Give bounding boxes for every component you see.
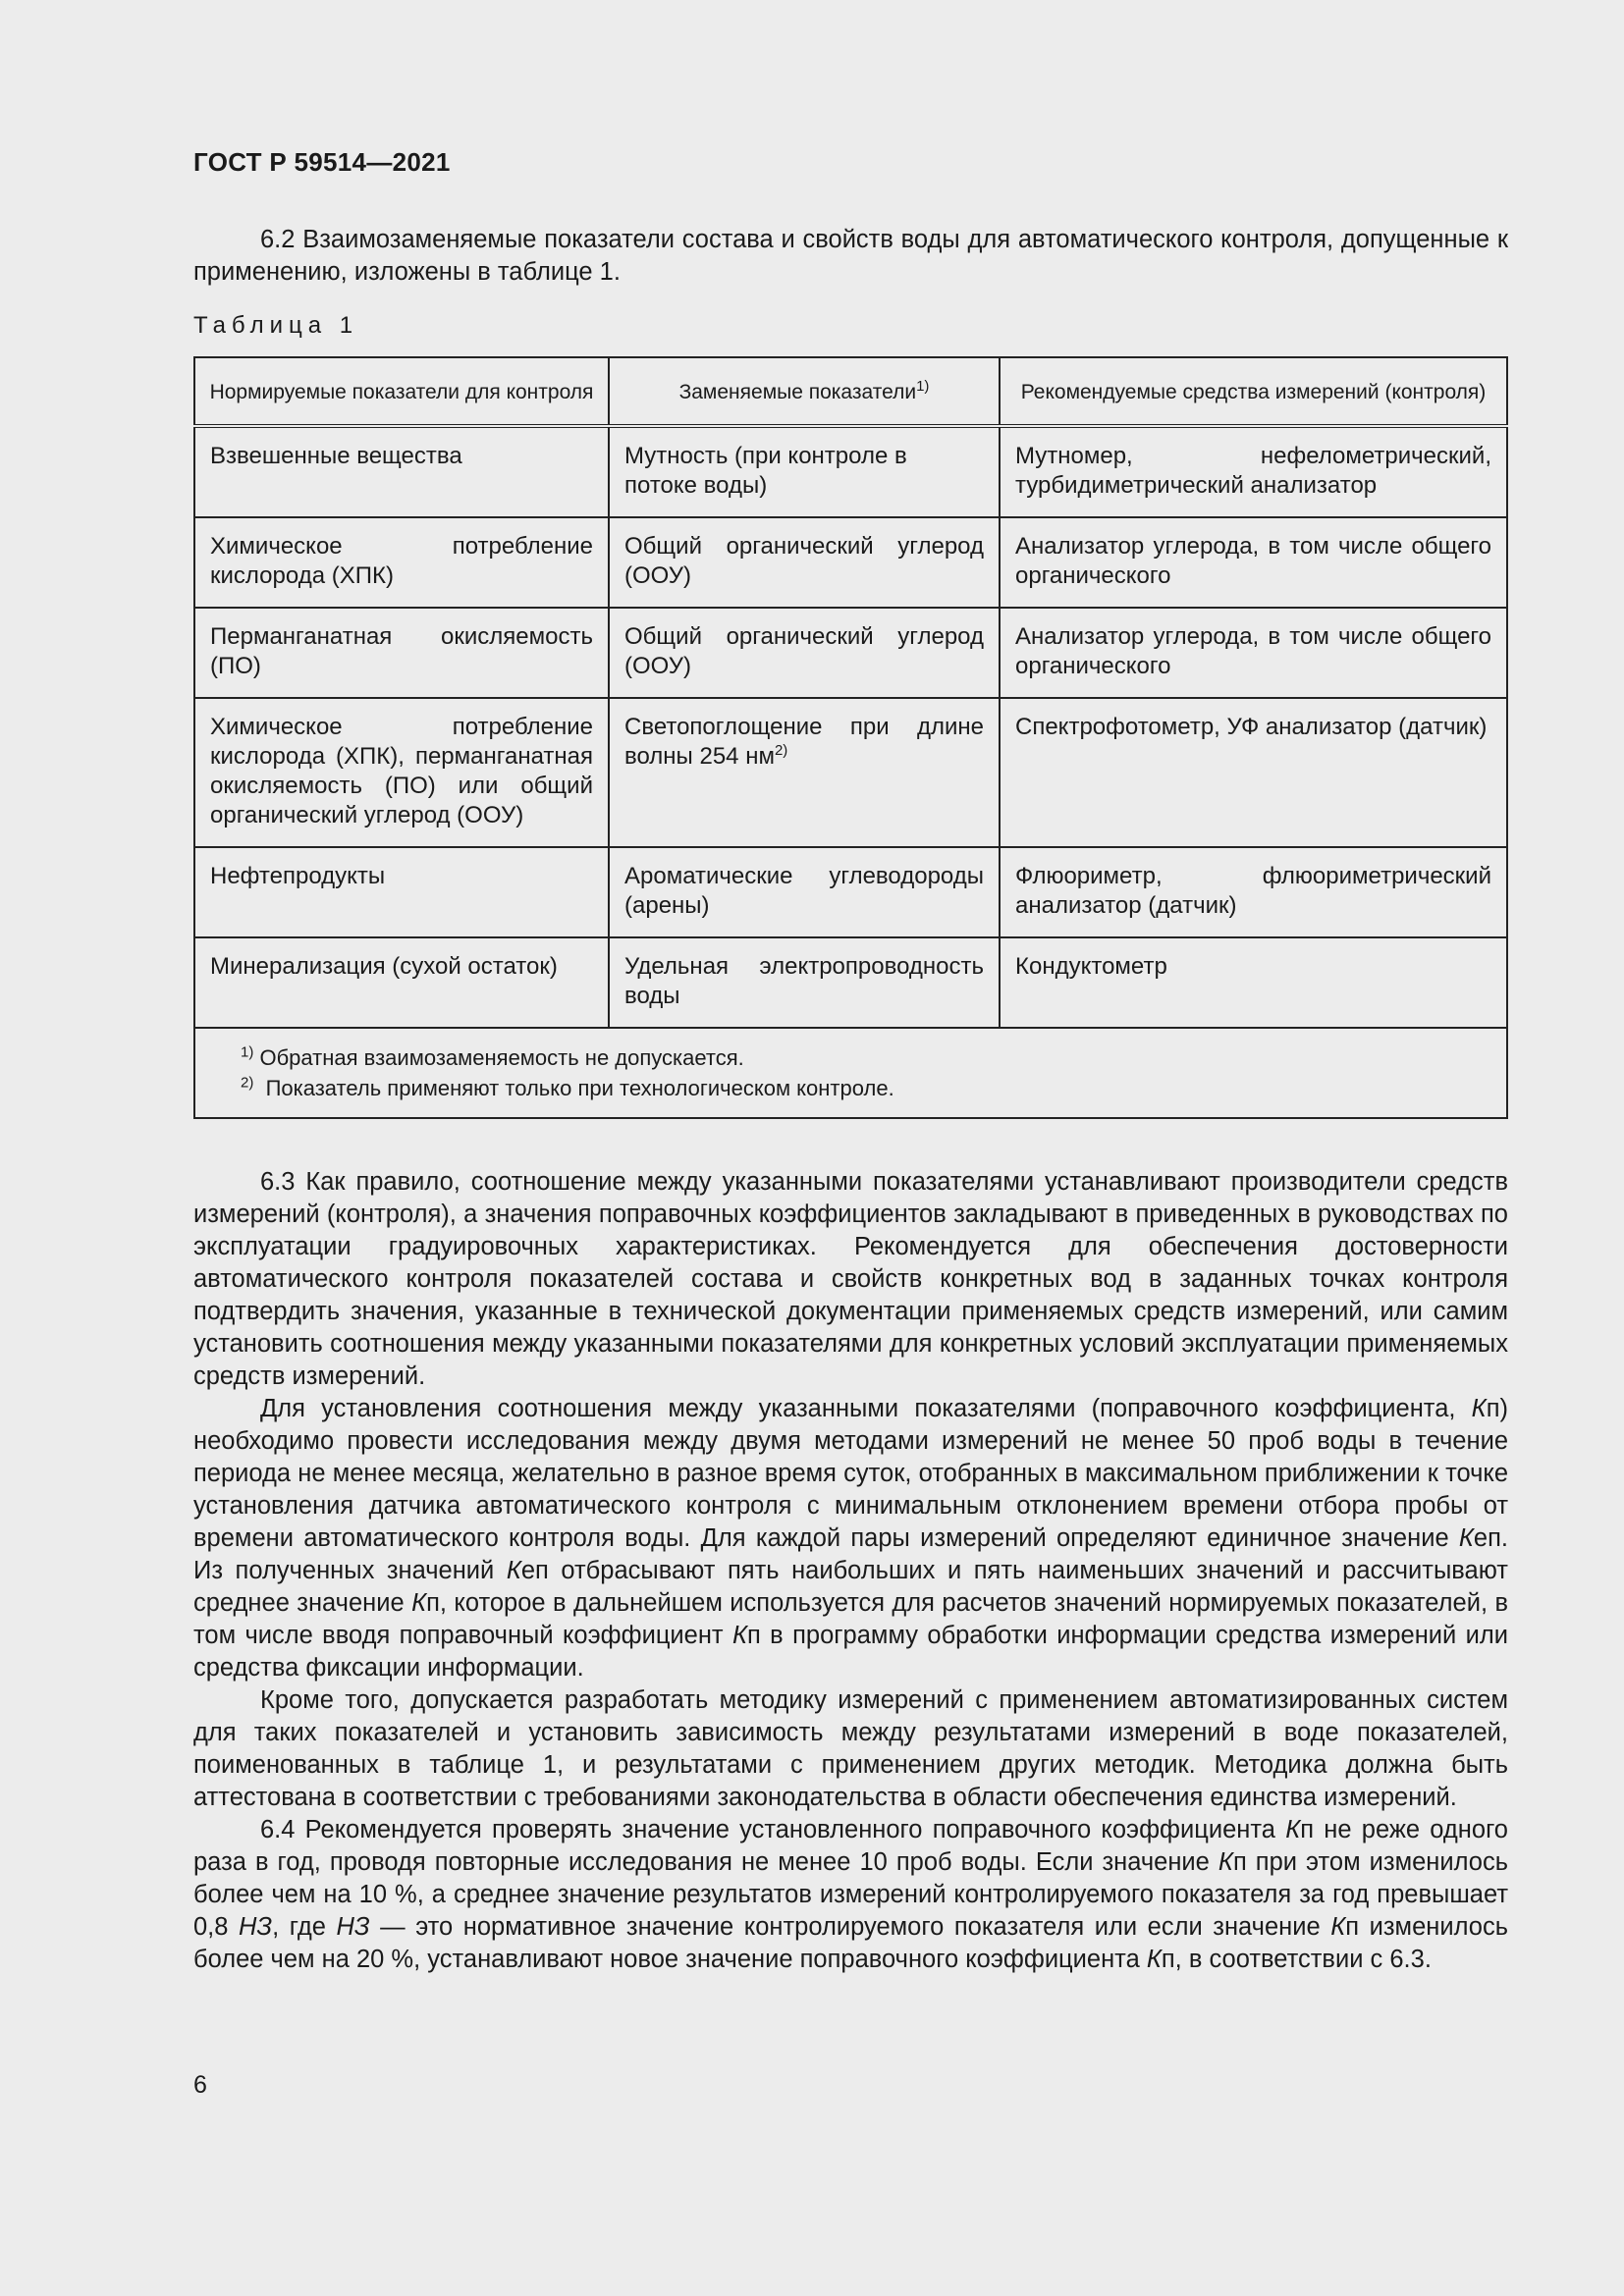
cell: Химическое потребление кислорода (ХПК), перманганатная окисляемость (ПО) или общий органический углерод (ООУ) [194, 698, 609, 847]
cell: Нефтепродукты [194, 847, 609, 937]
cell: Взвешенные вещества [194, 426, 609, 517]
cell: Светопоглощение при длине волны 254 $нм^{2)}$ [609, 698, 1000, 847]
paragraph-6-4: 6.4 Рекомендуется проверять значение установленного поправочного коэффициента Кп не реже одного раза в год, проводя повторные исследования не менее 10 проб воды. Если значение Кп при этом изменилось более чем на 10 %, а среднее значение результатов измерений контролируемого показателя за год превышает 0,8 НЗ, где НЗ — это нормативное значение контролируемого показателя или если значение Кп изменилось более чем на 20 %, устанавливают новое значение поправочного коэффициента Кп, в соответствии с 6.3. [193, 1816, 1508, 1973]
cell: Анализатор углерода, в том числе общего органического [1000, 608, 1507, 698]
paragraph-besides: Кроме того, допускается разработать методику измерений с применением автоматизированных систем для таких показателей и установить зависимость между результатами измерений в воде показателей, поименованных в таблице 1, и результатами с применением других методик. Методика должна быть аттестована в соответствии с требованиями законодательства в области обеспечения единства измерений. [193, 1686, 1508, 1811]
header-replaced: Заменяемые показатели$^{1)}$ [609, 357, 1000, 426]
header-normalized: Нормируемые показатели для контроля [194, 357, 609, 426]
document-header: ГОСТ Р 59514—2021 [193, 147, 451, 177]
cell: Ароматические углеводороды (арены) [609, 847, 1000, 937]
cell: Мутность (при контроле в потоке воды) [609, 426, 1000, 517]
cell: Флюориметр, флюориметрический анализатор (датчик) [1000, 847, 1507, 937]
table-row [194, 937, 1507, 1028]
page-number: 6 [193, 2071, 207, 2099]
footnote-mark: 1) [916, 377, 930, 395]
paragraph-correction-factor: Для установления соотношения между указанными показателями (поправочного коэффициента, Кп) необходимо провести исследования между двумя методами измерений не менее 50 проб воды в течение периода не менее месяца, желательно в разное время суток, отобранных в максимальном приближении к точке установления датчика автоматического контроля с минимальным отклонением времени отбора пробы от времени автоматического контроля воды. Для каждой пары измерений определяют единичное значение Кеп. Из полученных значений Кеп отбрасывают пять наибольших и пять наименьших значений и рассчитывают среднее значение Кп, которое в дальнейшем используется для расчетов значений нормируемых показателей, в том числе вводя поправочный коэффициент Кп в программу обработки информации средства измерений или средства фиксации информации. [193, 1395, 1509, 1682]
cell: Кондуктометр [1000, 937, 1507, 1028]
cell: Мутномер, нефелометрический, турбидиметрический анализатор [1000, 426, 1507, 517]
table-row [194, 847, 1507, 937]
cell: Анализатор углерода, в том числе общего органического [1000, 517, 1507, 608]
cell: Минерализация (сухой остаток) [194, 937, 609, 1028]
cell: Общий органический углерод (ООУ) [609, 608, 1000, 698]
cell: Спектрофотометр, УФ анализатор (датчик) [1000, 698, 1507, 847]
body-text [193, 1166, 1508, 1976]
table-row [194, 698, 1507, 847]
header-instruments: Рекомендуемые средства измерений (контроля) [1000, 357, 1507, 426]
table-row [194, 608, 1507, 698]
paragraph-6-3: 6.3 Как правило, соотношение между указанными показателями устанавливают производители средств измерений (контроля), а значения поправочных коэффициентов закладывают в приведенных в руководствах по эксплуатации градуировочных характеристиках. Рекомендуется для обеспечения достоверности автоматического контроля показателей состава и свойств конкретных вод в заданных точках контроля подтвердить значения, указанные в технической документации применяемых средств измерений, или самим установить соотношения между указанными показателями для конкретных условий эксплуатации применяемых средств измерений. [193, 1168, 1508, 1390]
note-2: $^{2)}$ Показатель применяют только при технологическом контроле. [241, 1074, 894, 1100]
table-notes [194, 1028, 1507, 1118]
cell: Химическое потребление кислорода (ХПК) [194, 517, 609, 608]
table-row [194, 426, 1507, 517]
table-row [194, 517, 1507, 608]
footnote-mark: 2) [774, 742, 788, 759]
paragraph-6-2: 6.2 Взаимозаменяемые показатели состава и свойств воды для автоматического контроля, допущенные к применению, изложены в таблице 1. [193, 226, 1508, 286]
table-1 [193, 356, 1508, 1119]
table-header-row [194, 357, 1507, 426]
cell: Перманганатная окисляемость (ПО) [194, 608, 609, 698]
table-caption: Таблица 1 [193, 312, 359, 339]
note-1: $^{1)}$ Обратная взаимозаменяемость не допускается. [241, 1043, 744, 1070]
table-notes-row [194, 1028, 1507, 1118]
cell: Удельная электропроводность воды [609, 937, 1000, 1028]
cell: Общий органический углерод (ООУ) [609, 517, 1000, 608]
